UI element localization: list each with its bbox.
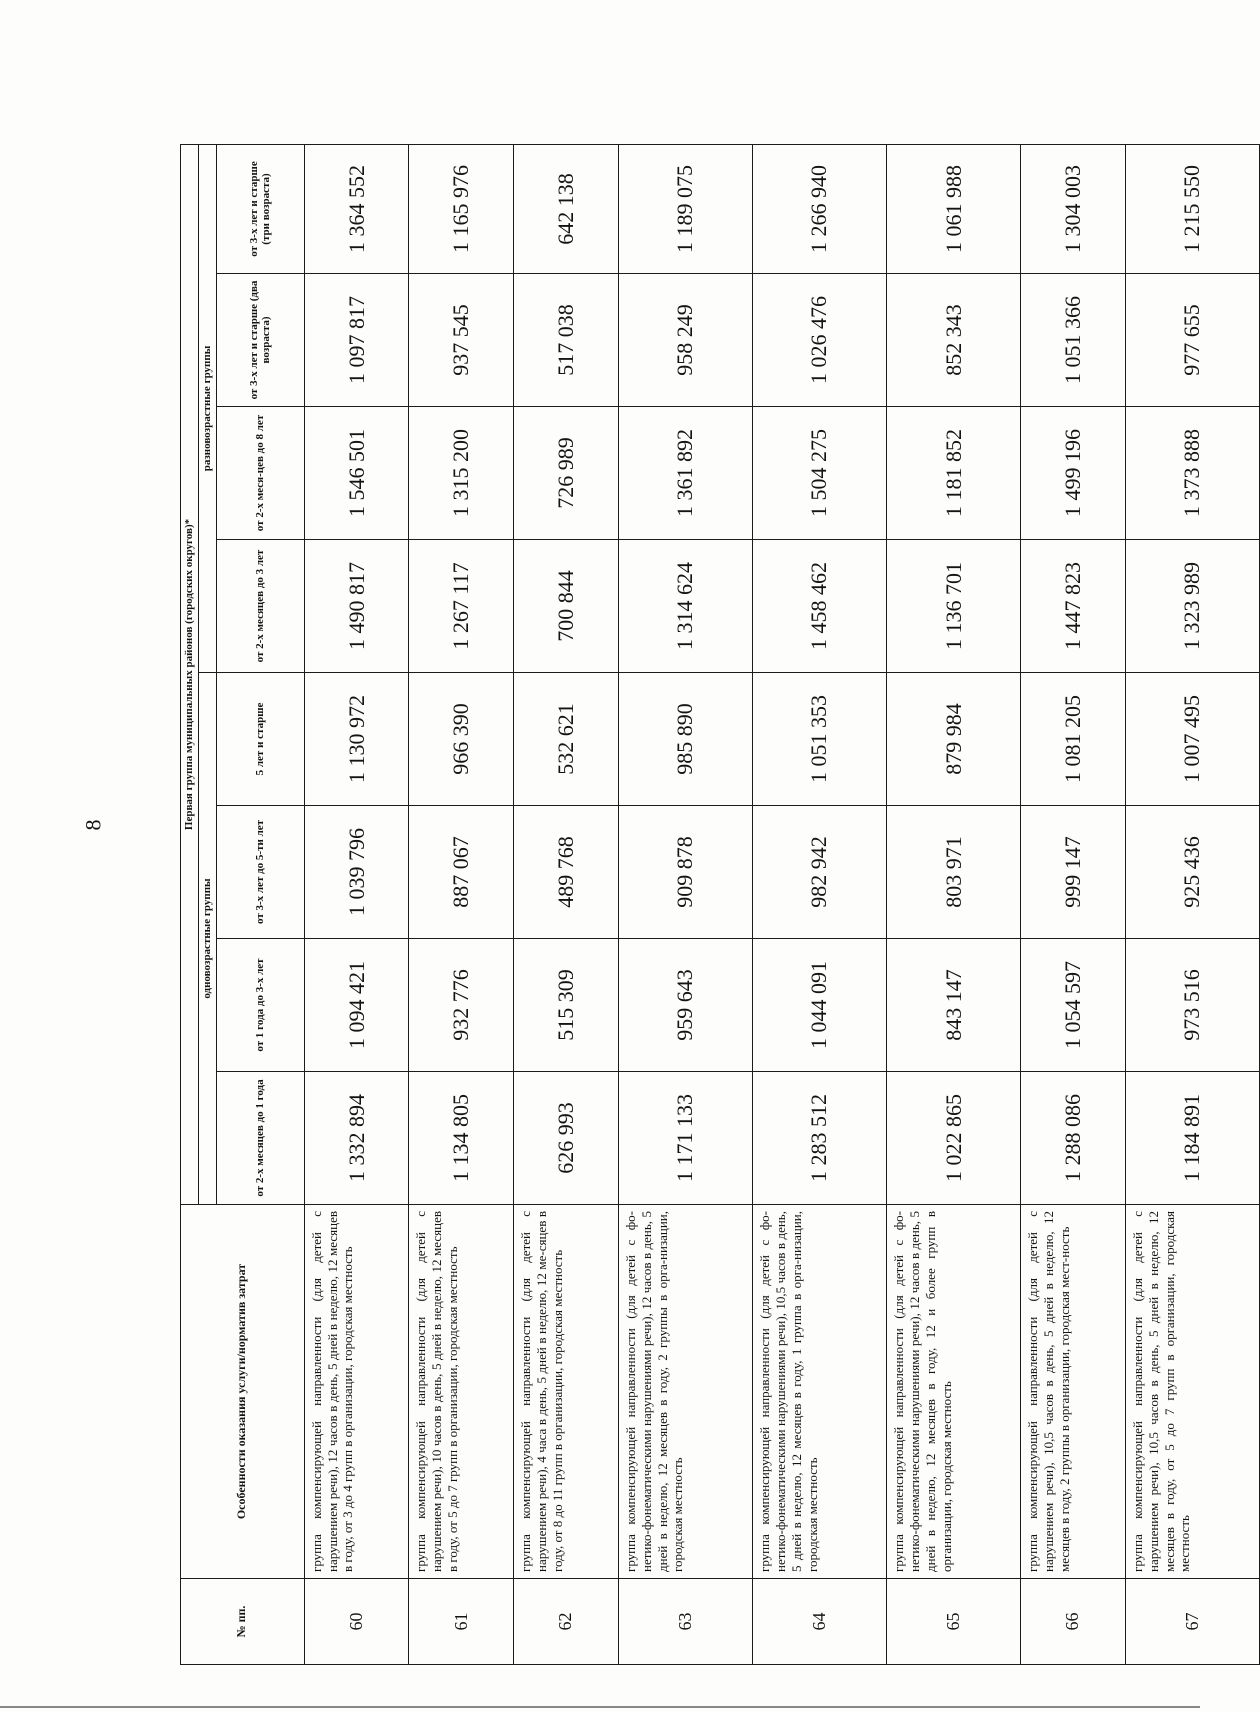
cost-value-cell: 887 067: [409, 806, 514, 939]
row-number: 61: [409, 1579, 514, 1665]
cost-value-cell: 1 266 940: [752, 144, 886, 273]
cost-value-cell: 1 332 894: [304, 1072, 409, 1205]
cost-value-cell: 985 890: [618, 673, 752, 806]
table-row: [618, 144, 752, 1664]
cost-value-cell: 626 993: [514, 1072, 619, 1205]
cost-value-cell: 1 499 196: [1021, 407, 1126, 540]
cost-value-cell: 1 504 275: [752, 407, 886, 540]
cost-value-cell: 1 315 200: [409, 407, 514, 540]
header-service: Особенности оказания услуги/норматив затрат: [181, 1205, 305, 1579]
table-row: [1021, 144, 1126, 1664]
header-col-1: от 2-х месяцев до 1 года: [216, 1072, 304, 1205]
header-col-6: от 2-х меся-цев до 8 лет: [216, 407, 304, 540]
table-row: [752, 144, 886, 1664]
header-col-3: от 3-х лет до 5-ти лет: [216, 806, 304, 939]
row-number: 62: [514, 1579, 619, 1665]
header-col-4: 5 лет и старше: [216, 673, 304, 806]
cost-value-cell: 803 971: [887, 806, 1021, 939]
row-number: 64: [752, 1579, 886, 1665]
cost-value-cell: 1 134 805: [409, 1072, 514, 1205]
cost-value-cell: 925 436: [1125, 806, 1259, 939]
page-number: 8: [80, 819, 106, 831]
cost-value-cell: 1 458 462: [752, 540, 886, 673]
header-col-8: от 3-х лет и старше (три возраста): [216, 144, 304, 273]
cost-value-cell: 1 061 988: [887, 144, 1021, 273]
row-number: 65: [887, 1579, 1021, 1665]
cost-value-cell: 1 007 495: [1125, 673, 1259, 806]
row-description: группа компенсирующей направленности (для детей с фо-нетико-фонематическими нарушениями речи), 12 часов в день, 5 дней в неделю, 12 месяцев в году, 2 группы в орга-низации, городская местность: [618, 1205, 752, 1579]
cost-value-cell: 1 490 817: [304, 540, 409, 673]
cost-value-cell: 1 039 796: [304, 806, 409, 939]
cost-value-cell: 852 343: [887, 274, 1021, 407]
header-col-2: от 1 года до 3-х лет: [216, 939, 304, 1072]
cost-value-cell: 517 038: [514, 274, 619, 407]
cost-value-cell: 937 545: [409, 274, 514, 407]
cost-value-cell: 982 942: [752, 806, 886, 939]
cost-value-cell: 1 051 366: [1021, 274, 1126, 407]
cost-value-cell: 1 323 989: [1125, 540, 1259, 673]
row-description: группа компенсирующей направленности (для детей с фо-нетико-фонематическими нарушениями речи), 12 часов в день, 5 дней в неделю, 12 месяцев в году, 12 и более групп в организации, городская местность: [887, 1205, 1021, 1579]
cost-value-cell: 1 314 624: [618, 540, 752, 673]
table-row: [514, 144, 619, 1664]
cost-value-cell: 700 844: [514, 540, 619, 673]
cost-value-cell: 1 304 003: [1021, 144, 1126, 273]
row-number: 63: [618, 1579, 752, 1665]
row-number: 60: [304, 1579, 409, 1665]
table-row: [304, 144, 409, 1664]
cost-value-cell: 515 309: [514, 939, 619, 1072]
cost-value-cell: 1 097 817: [304, 274, 409, 407]
cost-value-cell: 1 288 086: [1021, 1072, 1126, 1205]
cost-value-cell: 1 022 865: [887, 1072, 1021, 1205]
cost-value-cell: 1 054 597: [1021, 939, 1126, 1072]
row-description: группа компенсирующей направленности (для детей с фо-нетико-фонематическими нарушениями речи), 10,5 часов в день, 5 дней в неделю, 12 месяцев в году, 1 группа в орга-низации, городская местность: [752, 1205, 886, 1579]
cost-value-cell: 1 165 976: [409, 144, 514, 273]
cost-value-cell: 1 364 552: [304, 144, 409, 273]
cost-value-cell: 1 171 133: [618, 1072, 752, 1205]
cost-value-cell: 1 184 891: [1125, 1072, 1259, 1205]
rotated-table-wrapper: [180, 145, 1260, 1665]
cost-value-cell: 1 136 701: [887, 540, 1021, 673]
cost-value-cell: 1 283 512: [752, 1072, 886, 1205]
scan-edge-line: [0, 1706, 1200, 1708]
cost-value-cell: 1 215 550: [1125, 144, 1259, 273]
header-group-main: Первая группа муниципальных районов (городских округов)*: [181, 144, 199, 1204]
cost-value-cell: 973 516: [1125, 939, 1259, 1072]
cost-value-cell: 1 361 892: [618, 407, 752, 540]
cost-value-cell: 1 267 117: [409, 540, 514, 673]
header-col-7: от 3-х лет и старше (два возраста): [216, 274, 304, 407]
cost-value-cell: 879 984: [887, 673, 1021, 806]
cost-value-cell: 489 768: [514, 806, 619, 939]
header-col-5: от 2-х месяцев до 3 лет: [216, 540, 304, 673]
header-mixed-age: разновозрастные группы: [199, 144, 217, 672]
cost-value-cell: 642 138: [514, 144, 619, 273]
cost-value-cell: 1 044 091: [752, 939, 886, 1072]
row-description: группа компенсирующей направленности (для детей с нарушением речи), 12 часов в день, 5 дней в неделю, 12 месяцев в году, от 3 до 4 групп в организации, городская местность: [304, 1205, 409, 1579]
header-same-age: одновозрастные группы: [199, 673, 217, 1205]
header-number: № пп.: [181, 1579, 305, 1665]
table-row: [1125, 144, 1259, 1664]
cost-value-cell: 1 373 888: [1125, 407, 1259, 540]
row-number: 67: [1125, 1579, 1259, 1665]
row-description: группа компенсирующей направленности (для детей с нарушением речи), 4 часа в день, 5 дней в неделю, 12 ме-сяцев в году, от 8 до 11 групп в организации, городская местность: [514, 1205, 619, 1579]
cost-value-cell: 909 878: [618, 806, 752, 939]
cost-value-cell: 726 989: [514, 407, 619, 540]
cost-value-cell: 932 776: [409, 939, 514, 1072]
row-description: группа компенсирующей направленности (для детей с нарушением речи), 10,5 часов в день, 5 дней в неделю, 12 месяцев в году, 2 группы в организации, городская мест-ность: [1021, 1205, 1126, 1579]
cost-value-cell: 977 655: [1125, 274, 1259, 407]
table-row: [409, 144, 514, 1664]
cost-value-cell: 1 081 205: [1021, 673, 1126, 806]
cost-value-cell: 843 147: [887, 939, 1021, 1072]
table-row: [887, 144, 1021, 1664]
cost-value-cell: 1 181 852: [887, 407, 1021, 540]
cost-norms-table: [180, 144, 1260, 1665]
cost-value-cell: 532 621: [514, 673, 619, 806]
row-description: группа компенсирующей направленности (для детей с нарушением речи), 10 часов в день, 5 дней в неделю, 12 месяцев в году, от 5 до 7 групп в организации, городская местность: [409, 1205, 514, 1579]
cost-value-cell: 959 643: [618, 939, 752, 1072]
cost-value-cell: 999 147: [1021, 806, 1126, 939]
cost-value-cell: 1 094 421: [304, 939, 409, 1072]
cost-value-cell: 1 130 972: [304, 673, 409, 806]
cost-value-cell: 1 026 476: [752, 274, 886, 407]
row-description: группа компенсирующей направленности (для детей с нарушением речи), 10,5 часов в день, 5 дней в неделю, 12 месяцев в году, от 5 до 7 групп в организации, городская местность: [1125, 1205, 1259, 1579]
cost-value-cell: 1 051 353: [752, 673, 886, 806]
cost-value-cell: 958 249: [618, 274, 752, 407]
row-number: 66: [1021, 1579, 1126, 1665]
cost-value-cell: 966 390: [409, 673, 514, 806]
cost-value-cell: 1 189 075: [618, 144, 752, 273]
cost-value-cell: 1 546 501: [304, 407, 409, 540]
cost-value-cell: 1 447 823: [1021, 540, 1126, 673]
